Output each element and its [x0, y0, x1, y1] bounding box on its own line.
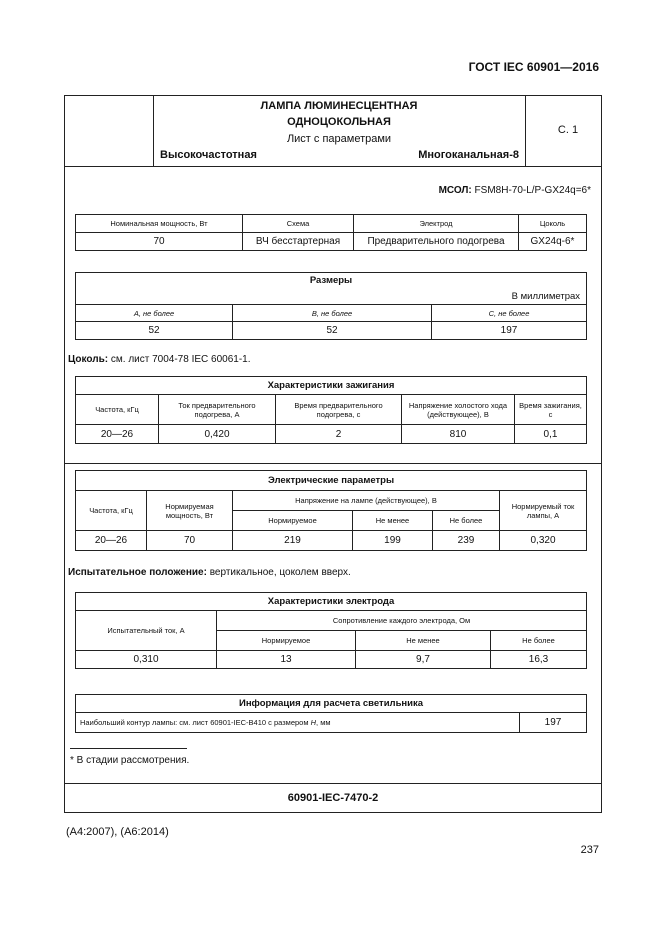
value-circuit: ВЧ бесстартерная	[243, 233, 354, 251]
data-sheet-frame	[64, 95, 602, 813]
value-preheat-current: 0,420	[159, 425, 276, 444]
value-dim-a: 52	[76, 322, 233, 340]
electrode-caption: Характеристики электрода	[76, 593, 587, 611]
lamp-title-line2: ОДНОЦОКОЛЬНАЯ	[287, 116, 391, 128]
header-resistance-min: Не менее	[356, 631, 491, 651]
header-preheat-current: Ток предварительного подогрева, А	[159, 395, 276, 425]
value-electrode: Предварительного подогрева	[354, 233, 519, 251]
header-dim-a	[76, 305, 233, 322]
electrical-params-table	[75, 470, 587, 551]
value-open-circuit-voltage: 810	[402, 425, 515, 444]
main-params-table	[75, 214, 587, 251]
value-dim-c: 197	[432, 322, 587, 340]
luminaire-contour-text	[76, 713, 520, 733]
header-voltage-max: Не более	[433, 511, 500, 531]
dim-c-label: C, не более	[488, 308, 530, 318]
value-lamp-current: 0,320	[500, 531, 587, 551]
value-base: GX24q-6*	[519, 233, 587, 251]
standard-number: ГОСТ IEC 60901—2016	[468, 60, 599, 74]
base-note-text: см. лист 7004-78 IEC 60061-1.	[110, 354, 251, 365]
value-frequency: 20—26	[76, 425, 159, 444]
test-position-note	[68, 567, 351, 578]
msol-label: МСОЛ:	[438, 185, 472, 196]
header-circuit: Схема	[243, 215, 354, 233]
value-test-current: 0,310	[76, 651, 217, 669]
electrode-table	[75, 592, 587, 669]
dim-b-label: B, не более	[311, 308, 353, 318]
dimensions-caption: Размеры	[76, 273, 587, 289]
test-position-label: Испытательное положение:	[68, 567, 207, 578]
value-el-frequency: 20—26	[76, 531, 147, 551]
header-base: Цоколь	[519, 215, 587, 233]
footnote-separator	[70, 748, 187, 749]
type-high-frequency: Высокочастотная	[160, 149, 257, 161]
header-electrode-resistance: Сопротивление каждого электрода, Ом	[217, 611, 587, 631]
base-note-label: Цоколь:	[68, 354, 109, 365]
luminaire-caption: Информация для расчета светильника	[76, 695, 587, 713]
value-voltage-max: 239	[433, 531, 500, 551]
msol-value: FSM8H-70-L/P-GX24q=6*	[474, 185, 591, 196]
dimensions-unit: В миллиметрах	[76, 289, 587, 305]
dim-a-label: A, не более	[133, 308, 175, 318]
value-voltage-nominal: 219	[233, 531, 353, 551]
amendments: (A4:2007), (A6:2014)	[66, 826, 169, 838]
header-open-circuit-voltage: Напряжение холостого хода (действующее), В	[402, 395, 515, 425]
section-divider-1	[65, 463, 601, 464]
value-max-contour: 197	[520, 713, 587, 733]
value-resistance-max: 16,3	[491, 651, 587, 669]
header-lamp-voltage: Напряжение на лампе (действующее), В	[233, 491, 500, 511]
test-position-text: вертикальное, цоколем вверх.	[209, 567, 351, 578]
value-nominal-power: 70	[76, 233, 243, 251]
header-el-power: Нормируемая мощность, Вт	[147, 491, 233, 531]
header-resistance-nominal: Нормируемое	[217, 631, 356, 651]
electrical-caption: Электрические параметры	[76, 471, 587, 491]
header-ignition-time: Время зажигания, с	[515, 395, 587, 425]
lamp-title-line1: ЛАМПА ЛЮМИНЕСЦЕНТНАЯ	[260, 100, 418, 112]
luminaire-text-var: H	[310, 718, 317, 727]
ignition-table	[75, 376, 587, 444]
header-resistance-max: Не более	[491, 631, 587, 651]
msol-designation	[439, 185, 591, 196]
header-test-current: Испытательный ток, А	[76, 611, 217, 651]
title-divider-right	[525, 96, 526, 166]
value-dim-b: 52	[233, 322, 432, 340]
value-preheat-time: 2	[276, 425, 402, 444]
sheet-subtitle: Лист с параметрами	[286, 133, 392, 145]
luminaire-text-before: Наибольший контур лампы: см. лист 60901-IEC-B410 с размером	[80, 718, 309, 727]
header-preheat-time: Время предварительного подогрева, с	[276, 395, 402, 425]
value-el-power: 70	[147, 531, 233, 551]
header-frequency: Частота, кГц	[76, 395, 159, 425]
sheet-number: С. 1	[557, 124, 579, 136]
value-voltage-min: 199	[353, 531, 433, 551]
title-bottom-line	[65, 166, 601, 167]
type-multichannel: Многоканальная-8	[418, 149, 519, 161]
ignition-caption: Характеристики зажигания	[76, 377, 587, 395]
footnote: * В стадии рассмотрения.	[70, 755, 190, 766]
value-resistance-nominal: 13	[217, 651, 356, 669]
value-ignition-time: 0,1	[515, 425, 587, 444]
footer-divider	[65, 783, 601, 784]
page-number: 237	[580, 844, 599, 856]
header-electrode: Электрод	[354, 215, 519, 233]
header-el-frequency: Частота, кГц	[76, 491, 147, 531]
header-voltage-min: Не менее	[353, 511, 433, 531]
dimensions-table	[75, 272, 587, 340]
header-lamp-current: Нормируемый ток лампы, А	[500, 491, 587, 531]
luminaire-info-table	[75, 694, 587, 733]
base-note	[68, 354, 251, 365]
luminaire-text-after: , мм	[316, 718, 331, 727]
header-dim-c	[432, 305, 587, 322]
header-dim-b	[233, 305, 432, 322]
header-nominal-power: Номинальная мощность, Вт	[76, 215, 243, 233]
header-voltage-nominal: Нормируемое	[233, 511, 353, 531]
sheet-code: 60901-IEC-7470-2	[287, 792, 379, 804]
value-resistance-min: 9,7	[356, 651, 491, 669]
